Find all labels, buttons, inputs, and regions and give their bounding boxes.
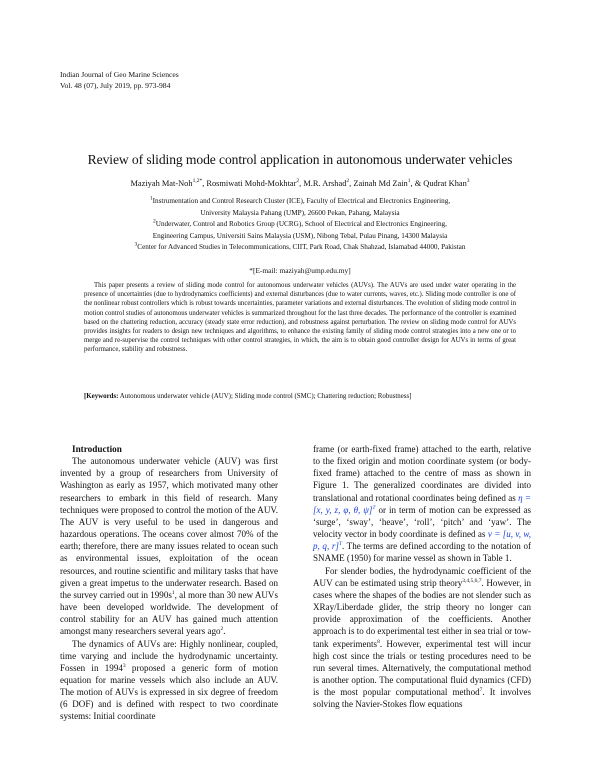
affil-text: Center for Advanced Studies in Telecommunications, CIIT, Park Road, Chak Shahzad, Islamabad 44000, Pakistan	[137, 243, 466, 252]
transpose-mark: T	[338, 541, 342, 548]
eta-vector: η = [x, y, z, φ, θ, ψ]	[313, 492, 531, 515]
citation: 8	[377, 638, 380, 645]
citation: 2	[220, 626, 224, 633]
para-text: frame (or earth-fixed frame) attached to the earth, relative to the fixed origin and motion coordinate system (or body-fixed frame) attached to the centre of mass as shown in Figure 1. The generalized coordinates are divided into translational and rotational coordinates being defined as	[313, 444, 531, 503]
citation: 3,4,5,6,7	[462, 577, 482, 584]
paragraph	[60, 455, 278, 637]
journal-name: Indian Journal of Geo Marine Sciences	[60, 70, 179, 79]
abstract	[84, 281, 516, 355]
citation: 1	[171, 589, 175, 596]
affil-text: Underwater, Control and Robotics Group (UCRG), School of Electrical and Electronics Engineering,	[155, 220, 447, 229]
paragraph	[313, 565, 531, 711]
transpose-mark: T	[372, 504, 376, 511]
para-text: The dynamics of AUVs are: Highly nonlinear, coupled, time varying and include the hydrodynamic uncertainty. Fossen in 1994	[60, 638, 278, 673]
abstract-text: This paper presents a review of sliding mode control for autonomous underwater vehicles (AUVs). The AUVs are used under water operating in the presence of uncertainties (due to hydrodynamics coefficients) and external disturbances (due to water currents, waves, etc.). Sliding mode controller is one of the nonlinear robust controllers which is robust towards uncertainties, parameter variations and external disturbances. The evolution of sliding mode control in motion control studies of autonomous underwater vehicles is summarized throughout for the last three decades. The performance of the controller is examined based on the chattering reduction, accuracy (steady state error reduction), and robustness against perturbation. The review on sliding mode control for AUVs provides insights for readers to design new techniques and algorithms, to enhance the existing family of sliding mode control strategies into a new one or to merge and re-supervise the control techniques with other control strategies, in which, the aim is to obtain good controller design for AUVs in terms of great performance, stability and robustness.	[84, 282, 516, 354]
keywords-label: [Keywords:	[84, 393, 119, 400]
author-name: , Rosmiwati Mohd-Mokhtar	[202, 179, 297, 188]
author-name: , M.R. Arshad	[299, 179, 347, 188]
section-heading: Introduction	[72, 444, 122, 454]
para-text: . The terms are defined according to the notation of SNAME (1950) for marine vessel as shown in Table 1.	[313, 541, 531, 564]
right-column	[313, 443, 531, 710]
author-name: Maziyah Mat-Noh	[130, 179, 193, 188]
para-text: , al more than 30 new AUVs have been developed worldwide. The development of control stability for an AUV has gained much attention amongst many researchers several years ago	[60, 589, 278, 637]
affiliations	[30, 196, 570, 254]
para-text: The autonomous underwater vehicle (AUV) was first invented by a group of researchers from University of Washington as early as 1957, which motivated many other researchers to embark in this field of research. Many techniques were proposed to control the motion of the AUV. The AUV is very useful to be used in dangerous and hazardous operations. The oceans cover almost 70% of the earth; therefore, there are many issues related to ocean such as environmental issues, exploitation of the ocean resources, and routine scientific and military tasks that have given a great impetus to the underwater research. Based on the survey carried out in 1990s	[60, 456, 278, 600]
journal-header	[60, 69, 179, 91]
affiliation-line: Engineering Campus, Universiti Sains Malaysia (USM), Nibong Tebal, Pulau Pinang, 14300 Malaysia	[152, 231, 448, 240]
affiliation-line: University Malaysia Pahang (UMP), 26600 Pekan, Pahang, Malaysia	[200, 208, 400, 217]
author-name: , Zainah Md Zain	[349, 179, 408, 188]
para-text: .	[223, 626, 226, 637]
corresponding-email: *[E-mail: maziyah@ump.edu.my]	[249, 266, 351, 275]
author-affil-mark: 2	[346, 178, 350, 185]
keywords	[84, 393, 516, 400]
affil-mark: 1	[149, 195, 153, 202]
affiliation-line	[30, 196, 570, 208]
paragraph	[313, 443, 531, 565]
affil-mark: 2	[153, 218, 156, 225]
affil-mark: 3	[134, 241, 138, 248]
para-text: . However, in cases where the shapes of the bodies are not slender such as XRay/Liberdade glider, the strip theory no longer can provide approximation of the coefficients. Another approach is to do experimental test either in sea trial or tow-tank experiments	[313, 577, 531, 649]
affiliation-line	[30, 219, 570, 231]
para-text: For slender bodies, the hydrodynamic coefficient of the AUV can be estimated using strip theory	[313, 565, 531, 588]
author-affil-mark: 2	[296, 178, 300, 185]
author-affil-mark: 3	[466, 178, 470, 185]
keywords-text: Autonomous underwater vehicle (AUV); Sliding mode control (SMC); Chattering reduction; Robustness]	[118, 393, 412, 400]
author-name: , & Qudrat Khan	[410, 179, 467, 188]
left-column	[60, 443, 278, 723]
para-text: proposed a generic form of motion equation for marine vessels which also include an AUV. The motion of AUVs is expressed in six degree of freedom (6 DOF) and is defined with respect to two coordinate systems: Initial coordinate	[60, 662, 278, 722]
para-text: . However, experimental test will incur high cost since the trials or testing procedures need to be run several times. Alternatively, the computational method is another option. The computational fluid dynamics (CFD) is the most popular computational method	[313, 638, 531, 698]
para-text: . It involves solving the Navier-Stokes flow equations	[313, 687, 531, 710]
affiliation-line	[30, 242, 570, 254]
affil-text: Instrumentation and Control Research Cluster (ICE), Faculty of Electrical and Electronics Engineering,	[152, 197, 451, 205]
author-affil-mark: 1,2*	[192, 178, 203, 185]
author-list	[30, 179, 570, 188]
para-text: or in term of motion can be expressed as ‘surge’, ‘sway’, ‘heave’, ‘roll’, ‘pitch’ and ‘yaw’. The velocity vector in body coordinate is defined as	[313, 504, 532, 540]
paragraph	[60, 638, 278, 723]
citation: 3	[122, 662, 126, 669]
nu-vector: ν = [u, v, w, p, q, r]	[313, 529, 531, 552]
journal-issue: Vol. 48 (07), July 2019, pp. 973-984	[60, 81, 171, 90]
citation: 7	[479, 687, 483, 694]
author-affil-mark: 1	[407, 178, 411, 185]
paper-title: Review of sliding mode control application in autonomous underwater vehicles	[87, 152, 513, 167]
